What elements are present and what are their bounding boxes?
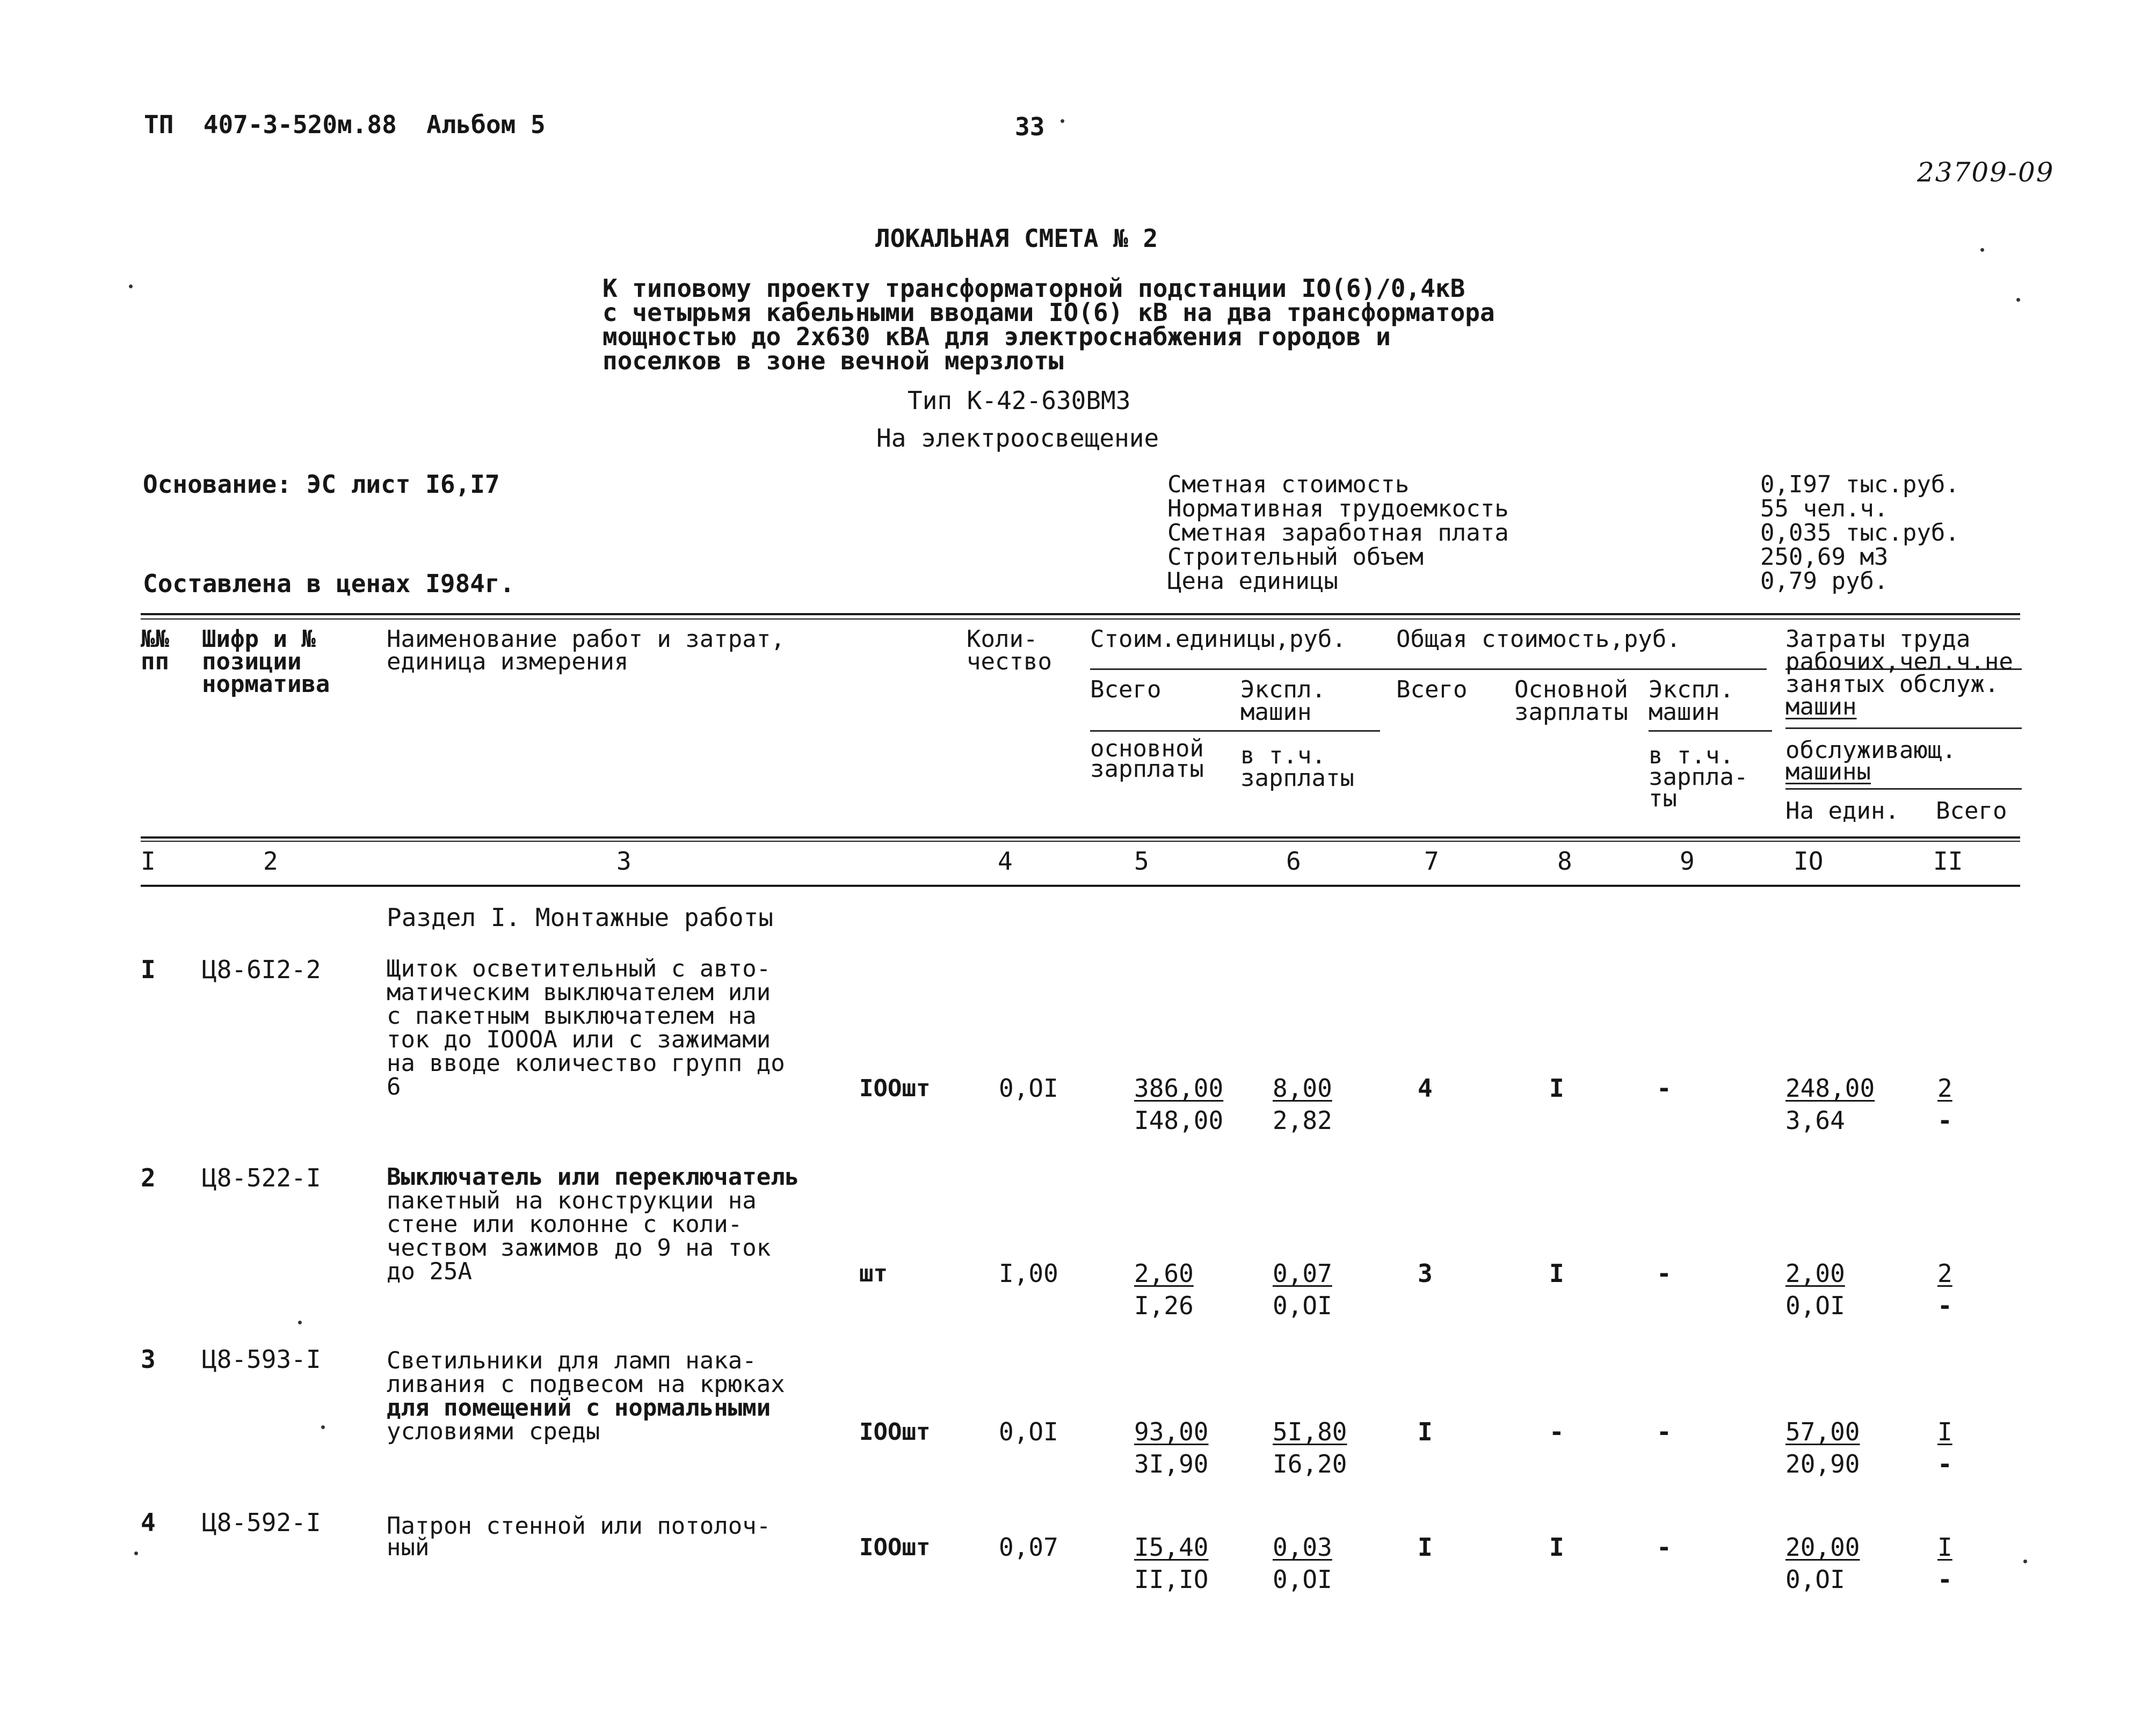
row-unit: IOOшт	[859, 1534, 931, 1561]
row-name-line: условиями среды	[387, 1418, 600, 1445]
scan-speck	[2023, 1560, 2027, 1563]
row-labor-per-unit-machines: 0,OI	[1785, 1291, 1845, 1320]
prices-label: Составлена в ценах I984г.	[143, 569, 515, 598]
col-header-incl-salary-total: зарпла-	[1649, 763, 1748, 791]
row-total-machines: -	[1657, 1417, 1672, 1446]
col-number: 7	[1424, 847, 1439, 876]
summary-value: 250,69 м3	[1760, 543, 1889, 571]
row-qty: 0,OI	[999, 1074, 1058, 1103]
row-total-all: 4	[1418, 1074, 1433, 1103]
col-header-machines-total: Экспл.	[1649, 676, 1734, 703]
row-name-line: Светильники для ламп нака-	[387, 1347, 757, 1374]
col-header-labor: рабочих,чел.ч.не	[1785, 648, 2013, 675]
row-name-line: 6	[387, 1073, 401, 1101]
col-number: 4	[998, 847, 1013, 876]
col-header-base-salary-total: зарплаты	[1514, 698, 1628, 726]
row-name-line: для помещений с нормальными	[387, 1394, 771, 1422]
col-header-qty: Коли-	[967, 625, 1038, 653]
row-labor-total: I	[1937, 1417, 1952, 1446]
summary-value: 0,79 руб.	[1760, 567, 1889, 595]
col-header-code: позиции	[202, 648, 302, 675]
row-unit-machines: 5I,80	[1273, 1417, 1347, 1446]
row-labor-total: 2	[1937, 1074, 1952, 1103]
col-number: II	[1933, 847, 1963, 876]
row-total-base-salary: I	[1549, 1533, 1564, 1562]
col-header-incl-salary-total: в т.ч.	[1649, 742, 1734, 769]
row-number: 2	[141, 1163, 156, 1192]
scan-speck	[321, 1425, 325, 1429]
header-bottom-rule-2	[141, 841, 2020, 842]
title-desc-line-1: К типовому проекту трансформаторной подстанции IO(6)/0,4кВ	[602, 274, 1465, 303]
row-labor-total-machines: -	[1937, 1106, 1952, 1135]
row-unit-base-salary: II,IO	[1134, 1565, 1209, 1594]
row-name-line: Щиток осветительный с авто-	[387, 955, 771, 982]
row-total-machines: -	[1657, 1074, 1672, 1103]
row-number: I	[141, 955, 156, 984]
scan-speck	[1980, 248, 1984, 252]
row-labor-per-unit-machines: 20,90	[1785, 1449, 1860, 1478]
scan-speck	[298, 1321, 302, 1324]
row-number: 3	[141, 1345, 156, 1374]
header-rule-labor3	[1785, 788, 2022, 790]
col-header-service-machines: обслуживающ.	[1785, 737, 1956, 764]
title-desc-line-2: с четырьмя кабельными вводами IO(6) кВ на два трансформатора	[602, 298, 1495, 327]
col-header-incl-salary: зарплаты	[1240, 764, 1354, 792]
col-header-code: норматива	[202, 671, 330, 698]
col-header-machines: Экспл.	[1240, 676, 1326, 703]
col-header-labor: Затраты труда	[1785, 625, 1971, 653]
summary-label: Цена единицы	[1167, 567, 1338, 595]
summary-label: Строительный объем	[1167, 543, 1424, 571]
row-unit: шт	[859, 1260, 888, 1287]
row-total-base-salary: I	[1549, 1074, 1564, 1103]
row-unit: IOOшт	[859, 1075, 931, 1102]
project-code: ТП 407-3-520м.88 Альбом 5	[144, 110, 546, 139]
row-name-line: с пакетным выключателем на	[387, 1002, 757, 1030]
header-rule-unitcost	[1090, 730, 1380, 732]
col-header-name: единица измерения	[387, 648, 629, 675]
table-top-rule-2	[141, 618, 2020, 620]
row-total-base-salary: -	[1549, 1417, 1564, 1446]
scan-speck	[129, 285, 133, 288]
row-total-all: I	[1418, 1533, 1433, 1562]
title-desc-line-3: мощностью до 2х630 кВА для электроснабжения городов и	[602, 322, 1391, 351]
row-labor-per-unit: 57,00	[1785, 1417, 1860, 1446]
row-labor-total-machines: -	[1937, 1565, 1952, 1594]
row-unit-incl-salary: 2,82	[1273, 1106, 1332, 1135]
col-header-all: Всего	[1090, 676, 1162, 703]
row-unit-incl-salary: 0,OI	[1273, 1291, 1332, 1320]
col-number: 2	[263, 847, 278, 876]
row-number: 4	[141, 1508, 156, 1537]
row-total-all: I	[1418, 1417, 1433, 1446]
row-unit-base-salary: I,26	[1134, 1291, 1194, 1320]
col-number: IO	[1794, 847, 1824, 876]
col-header-machines: машин	[1240, 698, 1312, 726]
row-name-line: Патрон стенной или потолоч-	[387, 1512, 771, 1540]
summary-label: Нормативная трудоемкость	[1167, 495, 1509, 522]
table-top-rule	[141, 613, 2020, 615]
col-header-num: пп	[141, 648, 169, 675]
col-header-base-salary-total: Основной	[1514, 676, 1628, 703]
row-qty: 0,OI	[999, 1417, 1058, 1446]
row-name-line: ток до IOOOA или с зажимами	[387, 1026, 771, 1053]
header-bottom-rule	[141, 836, 2020, 839]
scan-speck	[134, 1551, 138, 1555]
row-labor-total: 2	[1937, 1259, 1952, 1288]
row-unit-cost-all: I5,40	[1134, 1533, 1209, 1562]
row-name-line: чеством зажимов до 9 на ток	[387, 1234, 771, 1262]
col-number: 3	[616, 847, 631, 876]
col-number: 5	[1134, 847, 1149, 876]
col-header-labor: занятых обслуж.	[1785, 671, 1999, 698]
col-header-incl-salary-total: ты	[1649, 785, 1677, 812]
header-rule-totalmach	[1649, 730, 1772, 732]
row-name-line: ный	[387, 1534, 430, 1561]
row-labor-per-unit: 20,00	[1785, 1533, 1860, 1562]
col-header-machines-total: машин	[1649, 698, 1720, 726]
object-type: Тип К-42-630ВМЗ	[908, 386, 1131, 415]
section-title: Раздел I. Монтажные работы	[387, 903, 774, 932]
row-name-line: Выключатель или переключатель	[387, 1163, 800, 1191]
page-number: 33	[1015, 112, 1045, 141]
row-labor-total-machines: -	[1937, 1449, 1952, 1478]
row-name-line: на вводе количество групп до	[387, 1050, 785, 1077]
col-number: 6	[1286, 847, 1301, 876]
document-title: ЛОКАЛЬНАЯ СМЕТА № 2	[875, 224, 1158, 253]
col-header-unit-cost: Стоим.единицы,руб.	[1090, 625, 1346, 653]
row-code: Ц8-593-I	[202, 1345, 321, 1374]
basis-label: Основание: ЭС лист I6,I7	[143, 470, 500, 499]
col-header-labor-machines: машин	[1785, 693, 1857, 720]
summary-label: Сметная заработная плата	[1167, 519, 1509, 547]
row-name-line: до 25А	[387, 1258, 472, 1285]
col-header-qty: чество	[967, 648, 1052, 675]
col-header-name: Наименование работ и затрат,	[387, 625, 785, 653]
row-labor-total: I	[1937, 1533, 1952, 1562]
row-labor-per-unit: 2,00	[1785, 1259, 1845, 1288]
row-unit-incl-salary: 0,OI	[1273, 1565, 1332, 1594]
scan-speck	[2016, 298, 2020, 302]
row-name-line: стене или колонне с коли-	[387, 1211, 743, 1238]
col-header-incl-salary: в т.ч.	[1240, 742, 1326, 769]
col-header-num: №№	[141, 625, 169, 653]
row-name-line: ливания с подвесом на крюках	[387, 1371, 785, 1398]
row-labor-per-unit-machines: 3,64	[1785, 1106, 1845, 1135]
row-unit-machines: 0,07	[1273, 1259, 1332, 1288]
header-rule-labor2	[1785, 727, 2022, 729]
row-labor-total-machines: -	[1937, 1291, 1952, 1320]
col-header-base-salary: основной	[1090, 735, 1204, 762]
col-header-total-all: Всего	[1396, 676, 1468, 703]
col-number: I	[141, 847, 156, 876]
row-unit-machines: 0,03	[1273, 1533, 1332, 1562]
title-desc-line-4: поселков в зоне вечной мерзлоты	[602, 346, 1064, 375]
row-code: Ц8-592-I	[202, 1508, 321, 1537]
scan-speck	[1061, 119, 1064, 123]
col-header-service-machines: машины	[1785, 758, 1871, 785]
col-header-total: Всего	[1936, 797, 2007, 825]
row-total-all: 3	[1418, 1259, 1433, 1288]
row-unit: IOOшт	[859, 1418, 931, 1446]
numbers-bottom-rule	[141, 885, 2020, 887]
handwritten-number: 23709-09	[1917, 157, 2055, 188]
row-unit-base-salary: I48,00	[1134, 1106, 1224, 1135]
col-number: 9	[1680, 847, 1695, 876]
estimate-subject: На электроосвещение	[876, 424, 1159, 453]
col-header-base-salary: зарплаты	[1090, 755, 1204, 783]
summary-label: Сметная стоимость	[1167, 471, 1410, 498]
row-unit-cost-all: 386,00	[1134, 1074, 1224, 1103]
row-unit-incl-salary: I6,20	[1273, 1449, 1347, 1478]
row-name-line: матическим выключателем или	[387, 979, 771, 1006]
summary-value: 0,035 тыс.руб.	[1760, 519, 1959, 547]
row-code: Ц8-6I2-2	[202, 955, 321, 984]
col-header-per-unit: На един.	[1785, 797, 1899, 825]
row-unit-cost-all: 93,00	[1134, 1417, 1209, 1446]
row-unit-cost-all: 2,60	[1134, 1259, 1194, 1288]
col-number: 8	[1557, 847, 1572, 876]
summary-value: 55 чел.ч.	[1760, 495, 1889, 522]
summary-value: 0,I97 тыс.руб.	[1760, 471, 1959, 498]
row-qty: I,00	[999, 1259, 1058, 1288]
col-header-code: Шифр и №	[202, 625, 316, 653]
row-total-machines: -	[1657, 1533, 1672, 1562]
row-unit-base-salary: 3I,90	[1134, 1449, 1209, 1478]
row-unit-machines: 8,00	[1273, 1074, 1332, 1103]
row-code: Ц8-522-I	[202, 1163, 321, 1192]
row-total-machines: -	[1657, 1259, 1672, 1288]
row-labor-per-unit: 248,00	[1785, 1074, 1875, 1103]
row-qty: 0,07	[999, 1533, 1058, 1562]
header-rule-cost	[1090, 668, 1767, 670]
row-name-line: пакетный на конструкции на	[387, 1187, 757, 1214]
col-header-total-cost: Общая стоимость,руб.	[1396, 625, 1681, 653]
row-total-base-salary: I	[1549, 1259, 1564, 1288]
row-labor-per-unit-machines: 0,OI	[1785, 1565, 1845, 1594]
